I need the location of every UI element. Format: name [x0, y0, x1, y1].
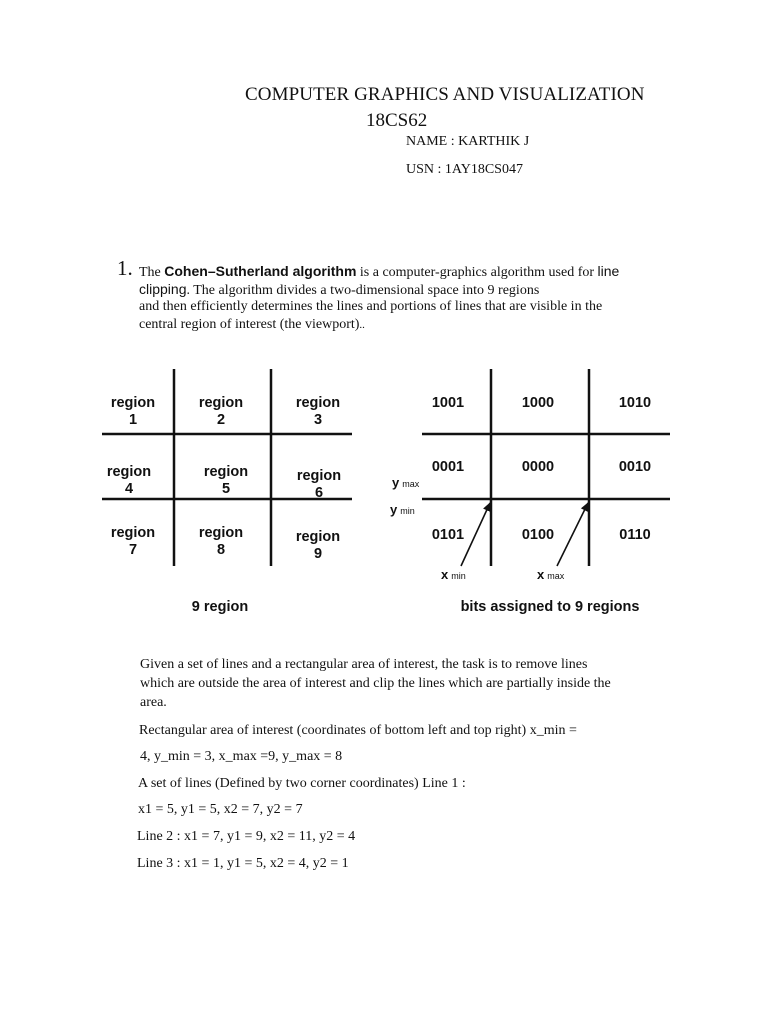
y-max-main: y: [392, 475, 400, 490]
code-region-6: 0010: [618, 459, 652, 475]
region-2-number: 2: [216, 412, 226, 428]
region-4-number: 4: [124, 481, 134, 497]
region-1-word: region: [110, 395, 156, 411]
x-min-arrow: [461, 503, 490, 566]
line-2-coords: Line 2 : x1 = 7, y1 = 9, x2 = 11, y2 = 4: [137, 829, 356, 844]
course-code: 18CS62: [366, 110, 428, 131]
question-line-4-main: central region of interest (the viewport): [139, 317, 360, 332]
region-8-number: 8: [216, 542, 226, 558]
y-min-sub: min: [400, 506, 415, 516]
region-8-word: region: [198, 525, 244, 541]
x-min-sub: min: [451, 571, 466, 581]
question-line-3: and then efficiently determines the lines and portions of lines that are visible in the: [139, 299, 603, 314]
code-region-7: 0101: [431, 527, 465, 543]
y-max-label: [392, 475, 420, 490]
intro-mid: is a computer-graphics algorithm used for: [359, 265, 595, 280]
line-word: line: [597, 263, 620, 279]
left-region-labels: [107, 395, 341, 562]
region-9-word: region: [295, 529, 341, 545]
code-region-9: 0110: [619, 527, 651, 543]
region-3-word: region: [295, 395, 341, 411]
y-max-sub: max: [402, 479, 420, 489]
region-4-word: region: [106, 464, 152, 480]
code-region-4: 0001: [431, 459, 465, 475]
line-1-coords: x1 = 5, y1 = 5, x2 = 7, y2 = 7: [138, 802, 303, 817]
code-region-1: 1001: [431, 395, 465, 411]
question-line-4-tail: ..: [359, 319, 365, 331]
code-region-5: 0000: [521, 459, 555, 475]
set-of-lines-line: A set of lines (Defined by two corner coordinates) Line 1 :: [138, 776, 466, 791]
region-9-number: 9: [313, 546, 323, 562]
x-max-main: x: [537, 567, 545, 582]
line-3-coords: Line 3 : x1 = 1, y1 = 5, x2 = 4, y2 = 1: [137, 856, 349, 871]
question-line-2-rest: . The algorithm divides a two-dimensional space into 9 regions: [186, 283, 540, 298]
code-region-2: 1000: [521, 395, 555, 411]
code-region-3: 1010: [618, 395, 652, 411]
left-diagram-caption: 9 region: [191, 599, 249, 615]
student-usn: USN : 1AY18CS047: [406, 162, 523, 177]
clipping-word: clipping: [139, 281, 187, 297]
code-region-8: 0100: [521, 527, 555, 543]
problem-para-line-3: area.: [140, 695, 167, 710]
intro-the: The: [139, 265, 161, 280]
y-min-main: y: [390, 502, 398, 517]
region-7-word: region: [110, 525, 156, 541]
rect-area-line-1: Rectangular area of interest (coordinates of bottom left and top right) x_min =: [139, 723, 577, 738]
x-max-sub: max: [547, 571, 565, 581]
right-region-codes: [432, 395, 651, 543]
x-min-label: [441, 567, 466, 582]
right-diagram-caption: bits assigned to 9 regions: [460, 599, 640, 615]
region-6-word: region: [296, 468, 342, 484]
region-5-word: region: [203, 464, 249, 480]
document-title: COMPUTER GRAPHICS AND VISUALIZATION: [245, 84, 645, 105]
x-max-arrow: [557, 503, 588, 566]
student-name: NAME : KARTHIK J: [406, 134, 530, 149]
question-number: 1.: [117, 256, 133, 280]
algorithm-name: Cohen–Sutherland algorithm: [164, 263, 357, 279]
y-min-label: [390, 502, 415, 517]
region-1-number: 1: [128, 412, 138, 428]
region-5-number: 5: [221, 481, 231, 497]
region-3-number: 3: [313, 412, 323, 428]
region-7-number: 7: [128, 542, 138, 558]
x-min-main: x: [441, 567, 449, 582]
problem-para-line-1: Given a set of lines and a rectangular area of interest, the task is to remove lines: [140, 657, 588, 672]
region-6-number: 6: [314, 485, 324, 501]
rect-area-line-2: 4, y_min = 3, x_max =9, y_max = 8: [140, 749, 343, 764]
x-max-label: [537, 567, 565, 582]
region-2-word: region: [198, 395, 244, 411]
problem-para-line-2: which are outside the area of interest and clip the lines which are partially inside the: [140, 676, 611, 691]
